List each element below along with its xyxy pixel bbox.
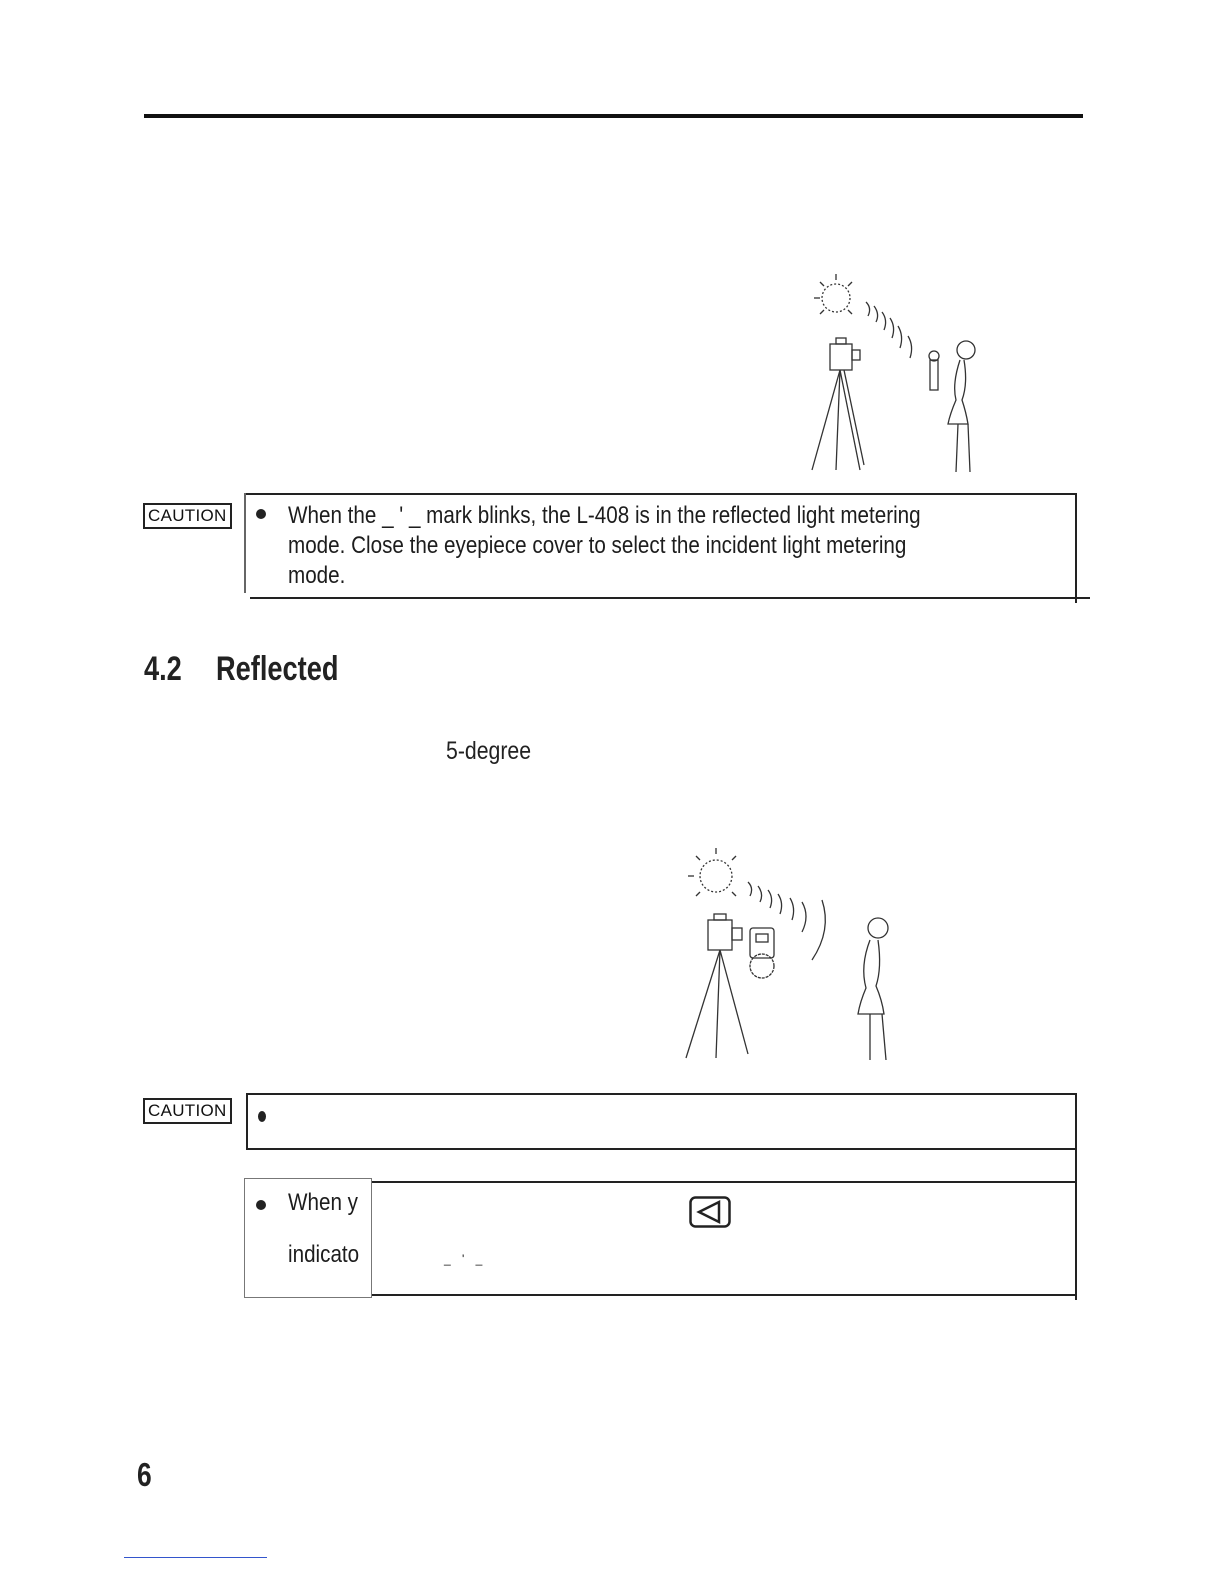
sun-icon xyxy=(700,860,732,892)
sun-icon xyxy=(822,284,850,312)
caution-note-line: mode. Close the eyepiece cover to select the incident light metering xyxy=(288,532,907,559)
caution-note-box xyxy=(244,1178,1077,1298)
person-figure xyxy=(858,918,888,1060)
caution-badge: CAUTION xyxy=(143,1098,232,1124)
bullet-icon xyxy=(256,509,266,519)
body-text-fragment: 5-degree xyxy=(446,737,532,765)
bullet-icon xyxy=(256,1200,266,1210)
section-heading xyxy=(144,650,338,689)
camera-icon xyxy=(830,344,852,370)
left-triangle-button-icon xyxy=(689,1196,731,1228)
bottom-link-underline xyxy=(124,1557,267,1558)
bullet-icon xyxy=(258,1111,266,1122)
camera-icon xyxy=(708,920,732,950)
light-meter-icon xyxy=(930,360,938,390)
page-number: 6 xyxy=(137,1456,152,1493)
caution-note-box xyxy=(246,1093,1077,1149)
top-rule xyxy=(144,114,1083,118)
caution-note-line: When y xyxy=(288,1189,358,1216)
section-number: 4.2 xyxy=(144,650,182,688)
section-title: Reflected xyxy=(216,650,339,688)
blinking-mark-indicator: _ ' _ xyxy=(444,1252,487,1266)
caution-badge: CAUTION xyxy=(143,503,232,529)
caution-note-line: mode. xyxy=(288,562,346,589)
caution-note-box xyxy=(244,493,1077,599)
caution-note-line: When the _ ' _ mark blinks, the L-408 is in the reflected light metering xyxy=(288,502,921,529)
caution-note-line: indicato xyxy=(288,1241,360,1268)
reflected-metering-illustration xyxy=(672,840,932,1070)
person-figure xyxy=(948,341,975,472)
caution-note-text xyxy=(288,501,1062,591)
incident-metering-illustration xyxy=(790,260,1020,480)
